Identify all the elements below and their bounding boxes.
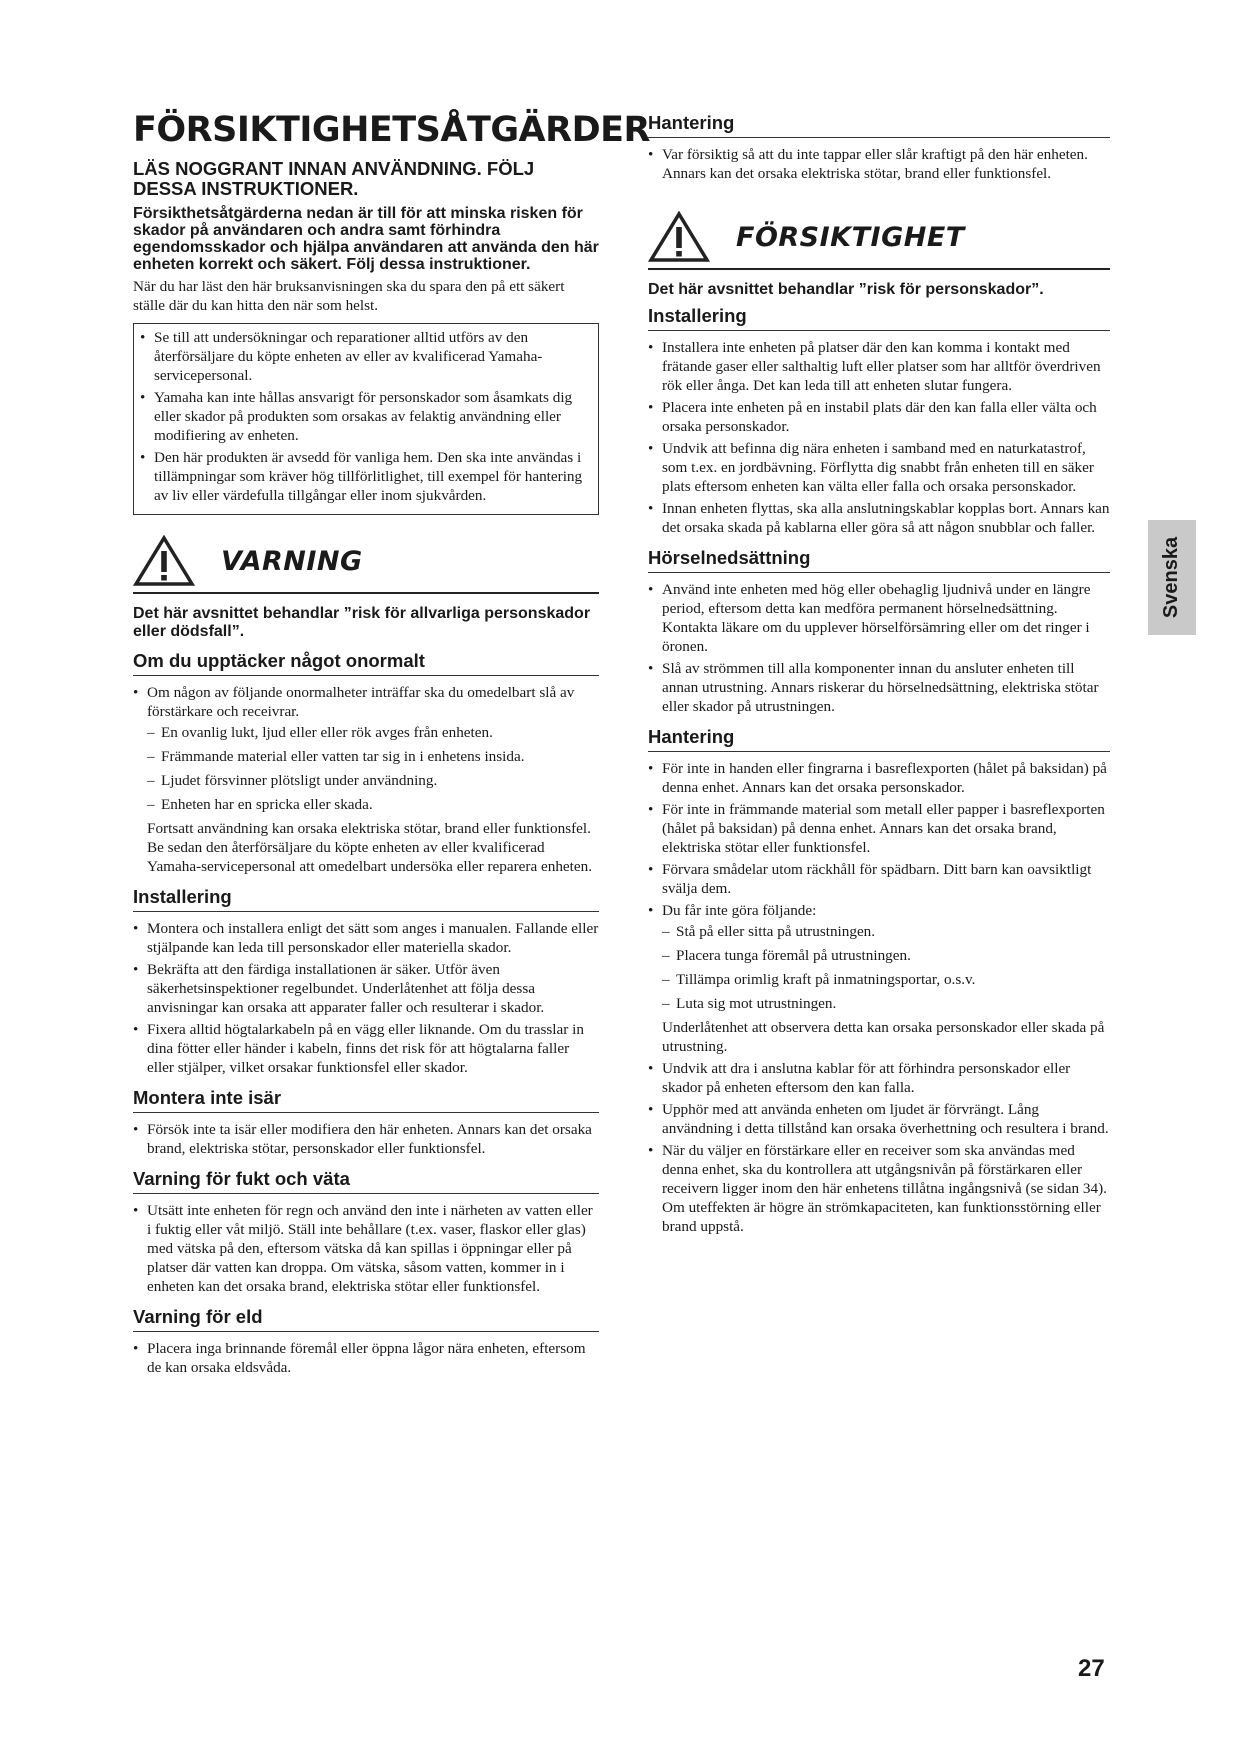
list-item: • Utsätt inte enheten för regn och använd den inte i närheten av vatten eller i fuktig eller våt miljö. Ställ inte behållare (t.ex. vaser, flaskor eller glas) med vätska på den, eftersom vätska då kan spillas i öppningar eller på platser där vatten kan droppa. Om vätska, såsom vatten, kommer in i enheten kan det orsaka brand, elektriska stötar eller funktionsfel. xyxy=(133,1201,599,1296)
list-item-text: Du får inte göra följande: xyxy=(662,901,817,919)
language-side-tab xyxy=(1148,520,1196,635)
list-item xyxy=(133,683,599,876)
varning-block xyxy=(133,535,599,640)
list-item: • Placera inte enheten på en instabil plats där den kan falla eller välta och orsaka personskador. xyxy=(648,398,1110,436)
section-heading-eld: Varning för eld xyxy=(133,1306,599,1332)
list-item: • Försök inte ta isär eller modifiera den här enheten. Annars kan det orsaka brand, elektriska stötar, personskador eller funktionsfel. xyxy=(133,1120,599,1158)
dash-item: – Enheten har en spricka eller skada. xyxy=(147,795,599,814)
dash-item: – Stå på eller sitta på utrustningen. xyxy=(662,922,1110,941)
list-item: • Slå av strömmen till alla komponenter innan du ansluter enheten till annan utrustning. Annars riskerar du hörselnedsättning, elektriska stötar eller skador på utrustningen. xyxy=(648,659,1110,716)
language-label: Svenska xyxy=(1160,536,1183,619)
list-item: • Undvik att befinna dig nära enheten i samband med en naturkatastrof, som t.ex. en jordbävning. Förflytta dig snabbt från enheten till en säker plats eftersom enheten kan välta eller falla och orsaka personskador. xyxy=(648,439,1110,496)
left-column xyxy=(133,110,651,1380)
list-item: • Den här produkten är avsedd för vanliga hem. Den ska inte användas i tillämpningar som kräver hög tillförlitlighet, till exempel för hantering av liv eller värdefulla tillgångar eller inom sjukvården. xyxy=(140,448,592,505)
forsiktighet-block xyxy=(648,211,1110,299)
section-heading-hantering-varning: Hantering xyxy=(648,112,1110,138)
list-item: • Var försiktig så att du inte tappar eller slår kraftigt på den här enheten. Annars kan det orsaka elektriska stötar, brand eller funktionsfel. xyxy=(648,145,1110,183)
list-item: • Installera inte enheten på platser där den kan komma i kontakt med frätande gaser eller salthaltig luft eller platser som har alltför överdriven rök eller ånga. Det kan leda till att enheten slutar fungera. xyxy=(648,338,1110,395)
section-heading-installering-f: Installering xyxy=(648,305,1110,331)
section-heading-horsel: Hörselnedsättning xyxy=(648,547,1110,573)
list-item: • Använd inte enheten med hög eller obehaglig ljudnivå under en längre period, eftersom detta kan medföra permanent hörselnedsättning. Kontakta läkare om du upplever hörselförsämring eller om det ringer i öronen. xyxy=(648,580,1110,656)
continuation-text: Underlåtenhet att observera detta kan orsaka personskador eller skada på utrustning. xyxy=(662,1018,1105,1055)
forsiktighet-description: Det här avsnittet behandlar ”risk för personskador”. xyxy=(648,281,1044,298)
warning-triangle-icon xyxy=(648,211,710,263)
intro-bold: Försikthetsåtgärderna nedan är till för att minska risken för skador på användaren och andra samt förhindra egendomsskador och hjälpa användaren att använda den här enheten korrekt och säkert. Följ dessa instruktioner. xyxy=(133,204,599,274)
dash-item: – Tillämpa orimlig kraft på inmatningsportar, o.s.v. xyxy=(662,970,1110,989)
list-item: • Bekräfta att den färdiga installationen är säker. Utför även säkerhetsinspektioner regelbundet. Underlåtenhet att följa dessa anvisningar kan orsaka att apparater faller och resulterar i skador. xyxy=(133,960,599,1017)
list-item: • Innan enheten flyttas, ska alla anslutningskablar kopplas bort. Annars kan det orsaka skada på kablarna eller göra så att någon snubblar och faller. xyxy=(648,499,1110,537)
notice-box xyxy=(133,323,599,515)
list-item: • Yamaha kan inte hållas ansvarigt för personskador som åsamkats dig eller skador på produkten som orsakas av felaktig användning eller modifiering av enheten. xyxy=(140,388,592,445)
right-column xyxy=(648,112,1110,1239)
list-item: • Placera inga brinnande föremål eller öppna lågor nära enheten, eftersom de kan orsaka eldsvåda. xyxy=(133,1339,599,1377)
varning-title xyxy=(133,535,599,594)
list-item: • Fixera alltid högtalarkabeln på en vägg eller liknande. Om du trasslar in dina fötter eller händer i kabeln, finns det risk för att högtalarna faller eller stjälper, vilket orsakar funktionsfel eller skador. xyxy=(133,1020,599,1077)
section-heading-onormalt: Om du upptäcker något onormalt xyxy=(133,650,599,676)
dash-item: – Luta sig mot utrustningen. xyxy=(662,994,1110,1013)
list-item: • Förvara smådelar utom räckhåll för spädbarn. Ditt barn kan oavsiktligt svälja dem. xyxy=(648,860,1110,898)
section-heading-montera: Montera inte isär xyxy=(133,1087,599,1113)
list-item: • Montera och installera enligt det sätt som anges i manualen. Fallande eller stjälpande kan leda till personskador eller materiella skador. xyxy=(133,919,599,957)
varning-description: Det här avsnittet behandlar ”risk för allvarliga personskador eller dödsfall”. xyxy=(133,605,591,640)
subtitle: LÄS NOGGRANT INNAN ANVÄNDNING. FÖLJ DESSA INSTRUKTIONER. xyxy=(133,157,535,199)
continuation-text: Fortsatt användning kan orsaka elektriska stötar, brand eller funktionsfel. Be sedan den återförsäljare du köpte enheten av eller kvalificerad Yamaha-servicepersonal att omedelbart undersöka eller reparera enheten. xyxy=(147,820,593,876)
forsiktighet-label: FÖRSIKTIGHET xyxy=(736,221,965,253)
list-item: • När du väljer en förstärkare eller en receiver som ska användas med denna enhet, ska du kontrollera att utgångsnivån på förstärkaren eller receivern ligger inom den här enhetens tillåtna ingångsnivå (se sidan 34). Om uteffekten är högre än strömkapaciteten, kan funktionsstörning eller brand uppstå. xyxy=(648,1141,1110,1236)
list-item: • För inte in handen eller fingrarna i basreflexporten (hålet på baksidan) på denna enhet. Annars kan det orsaka personskador. xyxy=(648,759,1110,797)
dash-item: – En ovanlig lukt, ljud eller eller rök avges från enheten. xyxy=(147,723,599,742)
section-heading-fukt: Varning för fukt och väta xyxy=(133,1168,599,1194)
dash-item: – Främmande material eller vatten tar sig in i enhetens insida. xyxy=(147,747,599,766)
warning-triangle-icon xyxy=(133,535,195,587)
section-heading-hantering-f: Hantering xyxy=(648,726,1110,752)
intro-text: När du har läst den här bruksanvisningen ska du spara den på ett säkert ställe där du kan hitta den när som helst. xyxy=(133,278,565,315)
forsiktighet-title xyxy=(648,211,1110,270)
section-heading-installering: Installering xyxy=(133,886,599,912)
dash-item: – Placera tunga föremål på utrustningen. xyxy=(662,946,1110,965)
dash-item: – Ljudet försvinner plötsligt under användning. xyxy=(147,771,599,790)
list-item: • För inte in främmande material som metall eller papper i basreflexporten (hålet på baksidan) på denna enhet. Annars kan det orsaka brand, elektriska stötar eller funktionsfel. xyxy=(648,800,1110,857)
list-item-text: Om någon av följande onormalheter inträffar ska du omedelbart slå av förstärkare och receivrar. xyxy=(147,684,575,721)
varning-label: VARNING xyxy=(221,545,363,577)
list-item: • Se till att undersökningar och reparationer alltid utförs av den återförsäljare du köpte enheten av eller av kvalificerad Yamaha-servicepersonal. xyxy=(140,328,592,385)
list-item: • Upphör med att använda enheten om ljudet är förvrängt. Lång användning i detta tillstånd kan orsaka överhettning och resultera i brand. xyxy=(648,1100,1110,1138)
page-title: FÖRSIKTIGHETSÅTGÄRDER xyxy=(133,110,651,150)
list-item xyxy=(648,901,1110,1056)
list-item: • Undvik att dra i anslutna kablar för att förhindra personskador eller skador på enheten eftersom den kan falla. xyxy=(648,1059,1110,1097)
page-number: 27 xyxy=(1078,1655,1105,1682)
